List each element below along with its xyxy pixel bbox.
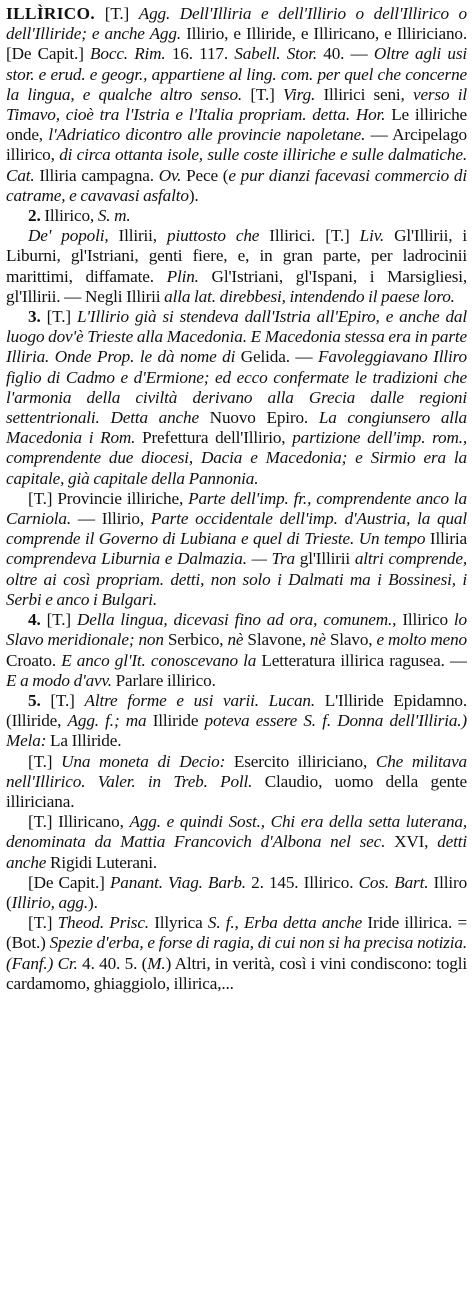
text-run: Letteratura illirica ragusea. — xyxy=(256,650,467,670)
text-run: [De Capit.] xyxy=(28,872,110,892)
text-run: Illiro ( xyxy=(6,872,467,912)
text-run: — Illirio, xyxy=(71,509,151,529)
para-sense-5-illiricano xyxy=(6,812,467,873)
text-run: Gl'Illirii, i Liburni, gl'Istriani, genti fiere, e, in gran parte, per ladrocinii marittimi, diffamate. xyxy=(6,226,467,286)
italic-run: poteva essere S. f. Donna dell'Illiria.) Mela: xyxy=(6,711,467,751)
text-run: Claudio, uomo della gente illiriciana. xyxy=(6,771,467,811)
para-sense-5-theod xyxy=(6,913,467,994)
text-run: Illirio, e Illiride, e Illiricano, e Illiriciano. [De Capit.] xyxy=(6,24,467,64)
italic-run: Altre forme e usi varii. Lucan. xyxy=(84,690,315,710)
text-run: Le illiriche onde, xyxy=(6,105,467,145)
sense-number: 3. xyxy=(28,307,41,327)
italic-run: Agg. f.; ma xyxy=(67,711,147,731)
text-run: 2. 145. Illirico. xyxy=(245,872,359,892)
italic-run: Illirio, agg. xyxy=(11,892,89,912)
italic-run: S. f., Erba detta anche xyxy=(207,913,363,933)
text-run: ). xyxy=(188,185,199,205)
sense-number: 5. xyxy=(28,690,41,710)
text-run: Illiria campagna. xyxy=(34,165,159,185)
text-run: Gelida. — xyxy=(235,347,319,367)
text-run: Illirico, xyxy=(40,206,98,226)
italic-run: Oltre agli usi stor. e erud. e geogr., appartiene al ling. com. per quel che concerne la lingua, e qualche altro senso. xyxy=(6,44,467,104)
italic-run: e molto meno xyxy=(376,630,467,650)
text-run: [T.] xyxy=(40,307,77,327)
italic-run: comprendeva Liburnia e Dalmazia. — Tra xyxy=(6,549,295,569)
text-run: ). xyxy=(88,892,98,912)
italic-run: altri comprende, oltre ai così propriam. detti, non solo i Dalmati ma i Bossinesi, i Serbi e anco i Bulgari. xyxy=(6,549,467,609)
text-run: Illyrica xyxy=(148,913,208,933)
italic-run: alla lat. direbbesi, intendendo il paese loro. xyxy=(164,286,455,306)
text-run: Gl'Istriani, gl'Ispani, i Marsigliesi, gl'Illirii. — Negli Illirii xyxy=(6,266,467,306)
text-run: [T.] xyxy=(28,913,58,933)
italic-run: Agg. e quindi Sost., Chi era della setta luterana, denominata da Mattia Francovich d'Albona nel sec. xyxy=(6,812,467,852)
italic-run: detti anche xyxy=(6,832,467,872)
italic-run: Una moneta di Decio: xyxy=(61,751,226,771)
text-run: Parlare illirico. xyxy=(111,670,216,690)
italic-run: Ov. xyxy=(158,165,182,185)
italic-run: partizione dell'imp. rom., comprendente due diocesi, Dacia e Macedonia; e Sirmio era la capitale, già capitale della Pannonia. xyxy=(6,428,467,488)
sense-number: 2. xyxy=(28,206,41,226)
text-run: ) Altri, in verità, così i vini condiscono: togli cardamomo, ghiaggiolo, illirica,... xyxy=(6,953,467,993)
para-sense-2 xyxy=(6,206,467,226)
italic-run: Agg. Dell'Illiria e dell'Illirio o dell'Illirico o dell'Illiride; e anche Agg. xyxy=(6,4,467,44)
italic-run: e pur dianzi facevasi commercio di catrame, e cavavasi asfalto xyxy=(6,165,467,205)
text-run: [T.] xyxy=(95,4,139,23)
text-run: Illiride xyxy=(146,711,205,731)
italic-run: L'Illirio già si stendeva dall'Istria all'Epiro, e anche dal luogo dov'è Trieste alla Macedonia. E Macedonia stessa era in parte Illiria. Onde Prop. le dà nome di xyxy=(6,307,467,367)
italic-run: l'Adriatico dicontro alle provincie napoletane. xyxy=(48,125,366,145)
text-run: Illirii, xyxy=(108,226,167,246)
text-run: 16. 117. xyxy=(165,44,235,64)
italic-run: Cos. Bart. xyxy=(358,872,429,892)
italic-run: Favoleggiavano Illiro figlio di Cadmo e d'Ermione; ed ecco confermate le tradizioni che l'armonia della civiltà derivano alla Grecia dalle regioni settentrionali. Detta anche xyxy=(6,347,467,428)
text-run: Illirico xyxy=(396,610,454,630)
italic-run: Che militava nell'Illirico. Valer. in Treb. Poll. xyxy=(6,751,467,791)
text-run: — Arcipelago illirico, xyxy=(6,125,467,165)
italic-run: Liv. xyxy=(359,226,385,246)
italic-run: nè xyxy=(309,630,326,650)
text-run: La Illiride. xyxy=(46,731,122,751)
italic-run: E a modo d'avv. xyxy=(6,670,112,690)
para-sense-4 xyxy=(6,610,467,691)
text-run: Slavone, xyxy=(243,630,310,650)
text-run: Prefettura dell'Illirio, xyxy=(135,428,293,448)
italic-run: Bocc. Rim. xyxy=(90,44,166,64)
text-run: Illiria xyxy=(425,529,467,549)
dictionary-entry xyxy=(6,4,467,994)
para-definition xyxy=(6,4,467,206)
text-run: Iride illirica. = (Bot.) xyxy=(6,913,467,953)
text-run: [T.] xyxy=(28,751,62,771)
text-run: L'Illiride Epidamno. (Illiride, xyxy=(6,690,467,731)
italic-run: Virg. xyxy=(282,84,316,104)
text-run: Croato. xyxy=(6,650,62,670)
text-run: Illirici. [T.] xyxy=(259,226,360,246)
italic-run: Della lingua, dicevasi fino ad ora, comunem., xyxy=(76,610,397,630)
text-run: gl'Illirii xyxy=(294,549,355,569)
para-sense-3-continued xyxy=(6,489,467,610)
text-run: Pece ( xyxy=(181,165,229,185)
text-run: Illirici seni, xyxy=(315,84,413,104)
text-run: [T.] xyxy=(242,84,283,104)
italic-run: Spezie d'erba, e forse di ragia, di cui non si ha precisa notizia. (Fanf.) Cr. xyxy=(6,933,467,973)
italic-run: nè xyxy=(227,630,244,650)
italic-run: lo Slavo meridionale; non xyxy=(6,610,467,650)
text-run: Serbico, xyxy=(163,630,228,650)
text-run: [T.] xyxy=(40,690,85,710)
para-sense-5-coin xyxy=(6,752,467,813)
italic-run: Plin. xyxy=(166,266,199,286)
italic-run: verso il Timavo, cioè tra l'Istria e l'Italia propriam. detta. Hor. xyxy=(6,84,467,125)
dictionary-page xyxy=(6,4,467,1287)
headword: ILLÌRICO. xyxy=(6,4,96,23)
para-sense-2-continued xyxy=(6,226,467,307)
text-run: [T.] Provincie illiriche, xyxy=(28,488,189,508)
italic-run: Panant. Viag. Barb. xyxy=(109,872,246,892)
text-run: [T.] Illiricano, xyxy=(28,812,130,832)
text-run: Nuovo Epiro. xyxy=(198,408,319,428)
italic-run: De' popoli, xyxy=(28,226,109,246)
text-run: 40. — xyxy=(317,44,374,64)
text-run: Rigidi Luterani. xyxy=(46,852,158,872)
text-run: XVI, xyxy=(385,832,438,852)
italic-run: Sabell. Stor. xyxy=(234,44,318,64)
text-run: Esercito illiriciano, xyxy=(225,751,376,771)
para-sense-3 xyxy=(6,307,467,489)
text-run: [T.] xyxy=(40,610,77,630)
text-run: 4. 40. 5. ( xyxy=(77,953,148,973)
italic-run: La congiunsero alla Macedonia i Rom. xyxy=(6,408,467,448)
para-sense-5 xyxy=(6,691,467,752)
sense-number: 4. xyxy=(28,610,41,630)
italic-run: M. xyxy=(147,953,166,973)
para-sense-5-decapit xyxy=(6,873,467,913)
italic-run: E anco gl'It. conoscevano la xyxy=(61,650,257,670)
text-run: Slavo, xyxy=(325,630,377,650)
italic-run: Parte occidentale dell'imp. d'Austria, la qual comprende il Governo di Lubiana e quel di Trieste. Un tempo xyxy=(6,509,467,549)
italic-run: S. m. xyxy=(97,206,131,226)
italic-run: Parte dell'imp. fr., comprendente anco la Carniola. xyxy=(6,488,467,529)
italic-run: piuttosto che xyxy=(167,226,260,246)
italic-run: di circa ottanta isole, sulle coste illiriche e sulle dalmatiche. Cat. xyxy=(6,145,467,185)
italic-run: Theod. Prisc. xyxy=(57,913,149,933)
